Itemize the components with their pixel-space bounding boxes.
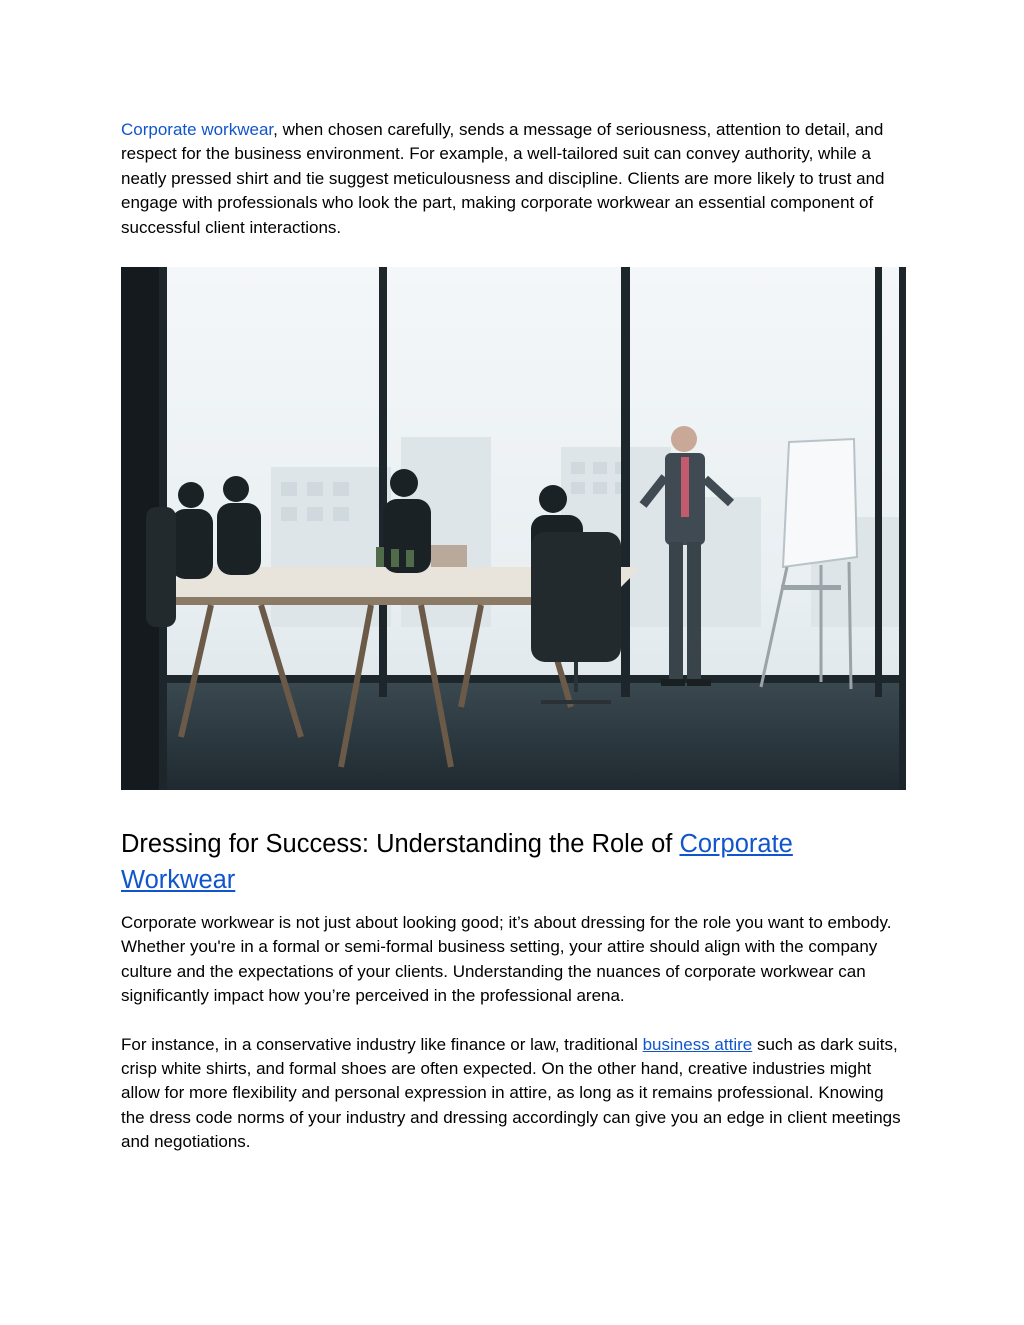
corporate-workwear-link[interactable]: Corporate workwear <box>121 120 274 139</box>
meeting-room-photo <box>121 267 906 790</box>
section-heading <box>121 827 911 898</box>
paragraph-2-before: For instance, in a conservative industry like finance or law, traditional <box>121 1034 643 1054</box>
document-page <box>121 118 911 1155</box>
paragraph-2-after: such as dark suits, crisp white shirts, and formal shoes are often expected. On the other hand, creative industries might allow for more flexibility and personal expression in attire, as long as it remains professional. Knowing the dress code norms of your industry and dressing accordingly can give you an edge in client meetings and negotiations. <box>121 1034 901 1152</box>
intro-text: , when chosen carefully, sends a message of seriousness, attention to detail, and respect for the business environment. For example, a well-tailored suit can convey authority, while a neatly pressed shirt and tie suggest meticulousness and discipline. Clients are more likely to trust and engage with professionals who look the part, making corporate workwear an essential component of successful client interactions. <box>121 120 885 237</box>
section-paragraph-1: Corporate workwear is not just about looking good; it’s about dressing for the role you want to embody. Whether you're in a formal or semi-formal business setting, your attire should align with the company culture and the expectations of your clients. Understanding the nuances of corporate workwear can significantly impact how you’re perceived in the professional arena. <box>121 913 892 1006</box>
intro-paragraph <box>121 118 911 240</box>
section-paragraph-2 <box>121 1033 911 1155</box>
corporate-workwear-heading-link[interactable]: Corporate Workwear <box>121 830 793 894</box>
paragraph-spacer <box>121 1009 911 1033</box>
section-heading-text: Dressing for Success: Understanding the Role of <box>121 830 680 859</box>
business-attire-link[interactable]: business attire <box>642 1034 753 1054</box>
